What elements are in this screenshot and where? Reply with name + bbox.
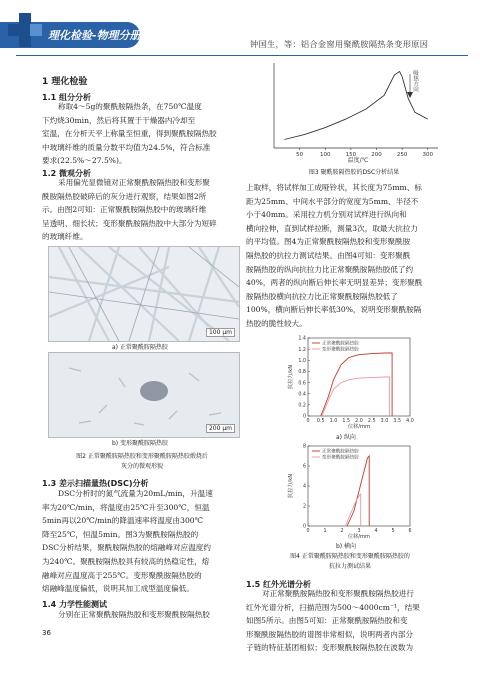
x-tick-label: 0	[306, 419, 310, 424]
section-heading-1-4: 1.4 力学性能测试	[42, 600, 107, 609]
y-tick-label: 0.8	[298, 370, 306, 376]
dsc-chart	[258, 58, 448, 166]
text-line: 上取样，将试样加工成哑铃状，其长度为75mm、标	[246, 183, 422, 192]
y-tick-label: 0.2	[298, 403, 306, 409]
subcaption-4a: a) 纵向	[336, 434, 356, 441]
series-line	[345, 494, 360, 526]
dsc-curve	[284, 72, 428, 140]
section-heading-1-5: 1.5 红外光谱分析	[246, 580, 311, 589]
caption-line: 抗拉力测试结果	[328, 563, 371, 570]
text-line: 为240℃。聚酰胺隔热胶具有较高的热稳定性，熔	[42, 556, 210, 566]
y-tick-label: 1.0	[298, 358, 306, 364]
text-line: 小于40mm。采用拉力机分别对试样进行纵向和	[246, 210, 407, 220]
text-line: DSC分析时的氮气流量为20mL/min，升温速	[58, 489, 213, 498]
text-line: 降至25℃，恒温5min。图3为聚酰胺隔热胶的	[42, 529, 199, 539]
text-line: 横向拉伸，直到试样拉断，测量3次，取最大抗拉力	[246, 223, 418, 233]
journal-logo-icon	[6, 10, 46, 50]
text-line: 胺隔热胶横向抗拉力比正常聚酰胺隔热胶低了	[246, 291, 398, 301]
y-tick-label: 4	[302, 484, 306, 490]
paragraph-1-3	[42, 487, 238, 596]
x-tick-label: 100	[320, 152, 331, 158]
text-line: 形聚酰胺隔热胶的谱图非常相似，说明两者内部分	[246, 629, 414, 639]
text-line: 下灼烧30min，然后将其置于干燥器内冷却至	[42, 115, 196, 125]
endotherm-label: 吸热方向	[412, 70, 418, 92]
y-tick-label: 1.2	[298, 347, 306, 353]
y-tick-label: 1.4	[298, 336, 306, 342]
y-tick-label: 0.6	[298, 381, 306, 387]
text-line: 如图5所示。由图5可知：正常聚酰胺隔热胶和变	[246, 616, 408, 626]
text-line: 的平均值。图4为正常聚酰胺隔热胶和变形聚酰胺	[246, 237, 411, 247]
y-tick-label: 8	[302, 444, 306, 450]
text-line: 采用偏光显微镜对正常聚酰胺隔热胶和变形聚	[58, 178, 210, 187]
text-line: DSC分析结果，聚酰胺隔热胶的熔融峰对应温度约	[42, 543, 211, 553]
micrograph-normal	[48, 246, 240, 342]
section-heading-1-2: 1.2 微观分析	[42, 169, 91, 178]
text-line: 率为20℃/min，将温度由25℃升至300℃，恒温	[42, 502, 210, 512]
x-tick-label: 1.5	[342, 419, 351, 424]
text-line: 100%，横向断后伸长率低30%，说明变形聚酰胺隔	[246, 305, 422, 315]
text-line: 隔热胶的抗拉力测试结果。由图4可知：变形聚酰	[246, 250, 411, 260]
scale-bar-label: 200 μm	[206, 424, 235, 433]
x-tick-label: 150	[345, 152, 357, 158]
paragraph-1-4	[42, 608, 238, 622]
y-tick-label: 0	[302, 524, 306, 530]
x-tick-label: 0	[306, 529, 310, 534]
paragraph-1-5	[246, 587, 444, 655]
text-line: 热胶的脆性较大。	[246, 318, 307, 328]
x-tick-label: 6	[408, 529, 412, 534]
x-tick-label: 250	[396, 152, 408, 158]
running-title: 钟国生，等：铝合金窗用聚酰胺隔热条变形原因	[250, 39, 429, 49]
page-number: 36	[42, 629, 51, 637]
text-line: 要求(22.5%～27.5%)。	[42, 156, 127, 166]
text-line: 熔融峰温度偏低，说明其加工成型温度偏低。	[42, 584, 194, 594]
text-line: 对正常聚酰胺隔热胶和变形聚酰胺隔热胶进行	[262, 589, 414, 598]
x-tick-label: 3.5	[393, 419, 402, 424]
y-tick-label: 2	[302, 504, 306, 510]
micrograph-deformed	[48, 352, 240, 438]
subcaption-2b: b) 变形聚酰胺隔热胶	[112, 440, 169, 447]
x-tick-label: 1	[323, 529, 327, 534]
subcaption-2a: a) 正常聚酰胺隔热胶	[112, 344, 168, 351]
x-tick-label: 1.0	[329, 419, 338, 424]
text-line: 中玻璃纤维的质量分数平均值为24.5%，符合标准	[42, 142, 211, 152]
x-tick-label: 3.0	[380, 419, 389, 424]
x-tick-label: 0.5	[316, 419, 325, 424]
section-heading-1-1: 1.1 组分分析	[42, 93, 91, 102]
text-line: 呈透明、细长状；变形聚酰胺隔热胶中大部分为短碎	[42, 218, 217, 228]
paragraph-mechanical	[246, 181, 444, 331]
legend-label: 正常聚酰胺隔热胶	[322, 449, 359, 455]
glass-fiber-image	[49, 247, 239, 341]
paragraph-1-2	[42, 176, 238, 244]
text-line: 室温，在分析天平上称量至恒重，得到聚酰胺隔热胶	[42, 129, 217, 139]
subcaption-4b: b) 横向	[336, 543, 357, 550]
text-line: 胺隔热胶的纵向抗拉力比正常聚酰胺隔热胶低了约	[246, 264, 414, 274]
caption-line: 灰分的微观形貌	[120, 463, 163, 470]
text-line: 红外光谱分析，扫描范围为500～4000cm⁻¹，结果	[246, 602, 420, 612]
text-line: 示。由图2可知：正常聚酰胺隔热胶中的玻璃纤维	[42, 205, 207, 215]
text-line: 的玻璃纤维。	[42, 232, 88, 242]
legend-label: 变形聚酰胺隔热胶	[322, 347, 359, 353]
journal-name: 理化检验-物理分册	[48, 29, 141, 42]
y-axis-label: 抗拉力/kN	[288, 473, 294, 499]
x-axis-label: 位移/mm	[347, 534, 371, 540]
x-tick-label: 4	[374, 529, 378, 534]
figure-4-caption	[250, 552, 450, 572]
text-line: 子链的特征基团相似；变形聚酰胺隔热胶在波数为	[246, 643, 414, 653]
x-tick-label: 200	[371, 152, 382, 158]
text-line: 融峰对应温度高于255℃。变形聚酰胺隔热胶的	[42, 570, 202, 580]
y-tick-label: 0	[302, 414, 306, 420]
x-tick-label: 2.5	[367, 419, 376, 424]
x-tick-label: 2.0	[355, 419, 363, 424]
x-tick-label: 300	[422, 152, 433, 158]
scale-bar-label: 100 μm	[206, 328, 235, 337]
header-rule	[16, 55, 468, 56]
y-tick-label: 0.4	[298, 392, 306, 398]
x-tick-label: 4.0	[406, 419, 414, 424]
text-line: 40%，两者的纵向断后伸长率无明显差异；变形聚酰	[246, 278, 423, 288]
section-heading-1-3: 1.3 差示扫描量热(DSC)分析	[42, 479, 149, 488]
tensile-chart-longitudinal	[286, 334, 416, 430]
x-tick-label: 50	[296, 152, 304, 158]
caption-line: 图4 正常聚酰胺隔热胶和变形聚酰胺隔热胶的	[290, 553, 410, 560]
section-heading-1: 1 理化检验	[42, 77, 88, 87]
x-tick-label: 5	[391, 529, 395, 534]
text-line: 距为25mm、中间水平部分的宽度为5mm、半径不	[246, 196, 419, 206]
dsc-x-label: 温度/℃	[347, 157, 369, 164]
paragraph-1-1	[42, 100, 238, 168]
text-line: 酰胺隔热胶破碎后的灰分进行观察，结果如图2所	[42, 191, 207, 201]
x-tick-label: 3	[357, 529, 361, 534]
series-line	[321, 353, 392, 416]
y-axis-label: 抗拉力/kN	[288, 364, 294, 390]
legend-label: 正常聚酰胺隔热胶	[322, 341, 359, 347]
figure-2-caption	[42, 452, 242, 472]
series-line	[347, 456, 369, 526]
figure-3-caption: 图3 聚酰胺隔热胶的DSC分析结果	[308, 169, 400, 176]
x-axis-label: 位移/mm	[347, 424, 371, 430]
legend-label: 变形聚酰胺隔热胶	[322, 455, 359, 461]
caption-line: 图2 正常聚酰胺隔热胶和变形聚酰胺隔热胶煅烧后	[76, 453, 208, 460]
y-tick-label: 6	[302, 464, 306, 470]
text-line: 称取4～5g的聚酰胺隔热条，在750℃温度	[58, 102, 202, 111]
x-tick-label: 2	[340, 529, 344, 534]
tensile-chart-transverse	[286, 442, 416, 540]
text-line: 5min再以20℃/min的降温速率将温度由300℃	[42, 516, 204, 526]
text-line: 分别在正常聚酰胺隔热胶和变形聚酰胺隔热胶	[58, 610, 210, 619]
